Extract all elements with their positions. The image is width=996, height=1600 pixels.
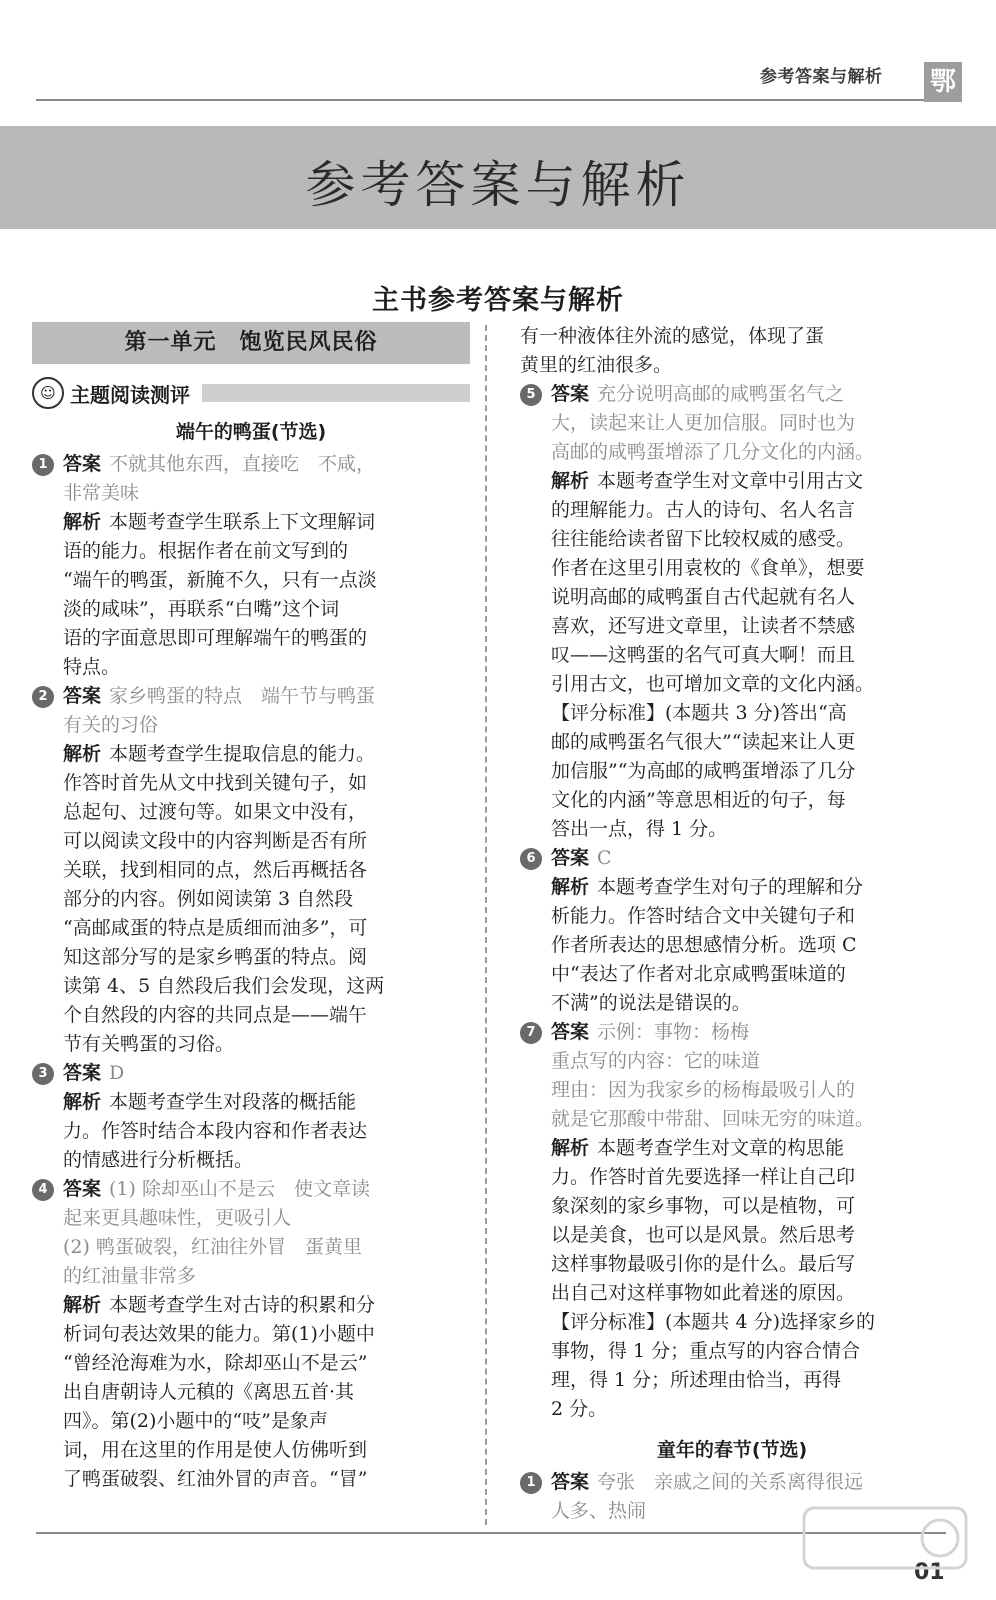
analysis-text: 中“表达了作者对北京咸鸭蛋味道的 — [551, 963, 846, 985]
analysis-text: 以是美食，也可以是风景。然后思考 — [551, 1224, 856, 1246]
analysis-label: 解析 — [551, 470, 590, 492]
answer-text: 家乡鸭蛋的特点 端午节与鸭蛋 — [109, 685, 376, 707]
answer-label: 答案 — [63, 1178, 102, 1200]
analysis-text: 的理解能力。古人的诗句、名人名言 — [551, 499, 856, 521]
answer-label: 答案 — [551, 1471, 590, 1493]
page-title: 参考答案与解析 — [305, 156, 691, 214]
analysis-text: “端午的鸭蛋，新腌不久，只有一点淡 — [63, 569, 377, 591]
answer-text: C — [597, 847, 612, 869]
analysis-text: 的情感进行分析概括。 — [63, 1149, 254, 1171]
analysis-text: 了鸭蛋破裂、红油外冒的声音。“冒” — [63, 1468, 368, 1490]
analysis-text: 本题考查学生对句子的理解和分 — [597, 876, 864, 898]
section-bar — [202, 384, 470, 402]
question-number: 5 — [520, 384, 542, 406]
analysis-text: 本题考查学生对古诗的积累和分 — [109, 1294, 376, 1316]
scoring-text: 2 分。 — [551, 1398, 608, 1420]
question-number: 6 — [520, 848, 542, 870]
reader-icon: ☺ — [32, 377, 64, 409]
answer-label: 答案 — [63, 453, 102, 475]
question-item — [520, 1018, 944, 1424]
analysis-text: 本题考查学生对文章中引用古文 — [597, 470, 864, 492]
scoring-text: 文化的内涵”等意思相近的句子，每 — [551, 789, 846, 811]
analysis-text: 语的字面意思即可理解端午的鸭蛋的 — [63, 627, 368, 649]
scoring-text: 【评分标准】(本题共 3 分)答出“高 — [551, 702, 847, 724]
analysis-text: 喜欢，还写进文章里，让读者不禁感 — [551, 615, 856, 637]
page-number: 01 — [914, 1560, 945, 1585]
scoring-text: 答出一点，得 1 分。 — [551, 818, 728, 840]
scoring-text: 【评分标准】(本题共 4 分)选择家乡的 — [551, 1311, 875, 1333]
left-column — [32, 322, 470, 1494]
analysis-text: 四》。第(2)小题中的“吱”是象声 — [63, 1410, 328, 1432]
question-number: 7 — [520, 1022, 542, 1044]
question-number: 4 — [32, 1179, 54, 1201]
corner-mark: 鄂 — [924, 62, 962, 102]
analysis-text: 析能力。作答时结合文中关键句子和 — [551, 905, 856, 927]
answer-text: 不就其他东西，直接吃 不咸， — [109, 453, 376, 475]
answer-text: 人多、热闹 — [551, 1500, 647, 1522]
analysis-text: 力。作答时结合本段内容和作者表达 — [63, 1120, 368, 1142]
unit-heading: 第一单元 饱览民风民俗 — [32, 322, 470, 364]
scoring-text: 加信服”“为高邮的咸鸭蛋增添了几分 — [551, 760, 856, 782]
analysis-text: 本题考查学生提取信息的能力。 — [109, 743, 376, 765]
analysis-text: 象深刻的家乡事物，可以是植物，可 — [551, 1195, 856, 1217]
answer-text: 夸张 亲戚之间的关系离得很远 — [597, 1471, 864, 1493]
column-divider — [485, 325, 487, 1525]
analysis-text: 黄里的红油很多。 — [520, 354, 673, 376]
analysis-text: 可以阅读文段中的内容判断是否有所 — [63, 830, 368, 852]
answer-text: (2) 鸭蛋破裂，红油往外冒 蛋黄里 — [63, 1236, 362, 1258]
question-item — [520, 844, 944, 1018]
analysis-label: 解析 — [63, 1294, 102, 1316]
answer-label: 答案 — [551, 1021, 590, 1043]
analysis-text: 语的能力。根据作者在前文写到的 — [63, 540, 349, 562]
analysis-text: 部分的内容。例如阅读第 3 自然段 — [63, 888, 354, 910]
answer-text: 非常美味 — [63, 482, 140, 504]
right-column — [520, 322, 944, 1526]
question-number: 1 — [32, 454, 54, 476]
answer-text: 就是它那酸中带甜、回味无穷的味道。 — [551, 1108, 875, 1130]
answer-text: (1) 除却巫山不是云 使文章读 — [109, 1178, 370, 1200]
analysis-text: 本题考查学生联系上下文理解词 — [109, 511, 376, 533]
answer-text: 充分说明高邮的咸鸭蛋名气之 — [597, 383, 845, 405]
analysis-label: 解析 — [551, 876, 590, 898]
analysis-text: 本题考查学生对文章的构思能 — [597, 1137, 845, 1159]
analysis-text: 不满”的说法是错误的。 — [551, 992, 751, 1014]
analysis-text: 个自然段的内容的共同点是——端午 — [63, 1004, 368, 1026]
analysis-text: 淡的咸味”，再联系“白嘴”这个词 — [63, 598, 340, 620]
question-item — [32, 682, 470, 1059]
analysis-text: 特点。 — [63, 656, 121, 678]
analysis-text: 力。作答时首先要选择一样让自己印 — [551, 1166, 856, 1188]
analysis-text: 引用古文，也可增加文章的文化内涵。 — [551, 673, 875, 695]
analysis-text: 知这部分写的是家乡鸭蛋的特点。阅 — [63, 946, 368, 968]
analysis-text: 总起句、过渡句等。如果文中没有， — [63, 801, 368, 823]
analysis-text: 本题考查学生对段落的概括能 — [109, 1091, 357, 1113]
analysis-text: “曾经沧海难为水，除却巫山不是云” — [63, 1352, 368, 1374]
analysis-label: 解析 — [63, 743, 102, 765]
header-rule — [36, 99, 924, 101]
answer-text: 的红油量非常多 — [63, 1265, 197, 1287]
analysis-text: 节有关鸭蛋的习俗。 — [63, 1033, 235, 1055]
running-title: 参考答案与解析 — [760, 67, 883, 87]
article-title: 童年的春节(节选) — [656, 1439, 808, 1461]
answer-text: D — [109, 1062, 125, 1084]
scoring-text: 理，得 1 分；所述理由恰当，再得 — [551, 1369, 842, 1391]
analysis-text: “高邮咸蛋的特点是质细而油多”，可 — [63, 917, 368, 939]
analysis-text: 出自唐朝诗人元稹的《离思五首·其 — [63, 1381, 355, 1403]
answer-text: 示例：事物：杨梅 — [597, 1021, 750, 1043]
answer-label: 答案 — [63, 1062, 102, 1084]
analysis-label: 解析 — [63, 511, 102, 533]
watermark-icon — [800, 1500, 970, 1590]
answer-text: 理由：因为我家乡的杨梅最吸引人的 — [551, 1079, 856, 1101]
analysis-text: 读第 4、5 自然段后我们会发现，这两 — [63, 975, 385, 997]
analysis-text: 词，用在这里的作用是使人仿佛听到 — [63, 1439, 368, 1461]
answer-text: 大，读起来让人更加信服。同时也为 — [551, 412, 856, 434]
analysis-text: 作答时首先从文中找到关键句子，如 — [63, 772, 368, 794]
section-label: 主题阅读测评 — [70, 382, 190, 407]
scoring-text: 邮的咸鸭蛋名气很大”“读起来让人更 — [551, 731, 856, 753]
question-item — [520, 380, 944, 844]
question-number: 3 — [32, 1063, 54, 1085]
analysis-text: 往往能给读者留下比较权威的感受。 — [551, 528, 856, 550]
answer-text: 有关的习俗 — [63, 714, 159, 736]
page-subtitle: 主书参考答案与解析 — [372, 285, 624, 316]
answer-text: 起来更具趣味性，更吸引人 — [63, 1207, 292, 1229]
analysis-label: 解析 — [63, 1091, 102, 1113]
answer-text: 重点写的内容：它的味道 — [551, 1050, 761, 1072]
question-number: 1 — [520, 1472, 542, 1494]
analysis-text: 析词句表达效果的能力。第(1)小题中 — [63, 1323, 375, 1345]
analysis-text: 有一种液体往外流的感觉，体现了蛋 — [520, 325, 825, 347]
answer-label: 答案 — [551, 383, 590, 405]
analysis-text: 这样事物最吸引你的是什么。最后写 — [551, 1253, 856, 1275]
analysis-text: 叹——这鸭蛋的名气可真大啊！而且 — [551, 644, 856, 666]
answer-text: 高邮的咸鸭蛋增添了几分文化的内涵。 — [551, 441, 875, 463]
scoring-text: 事物，得 1 分；重点写的内容合情合 — [551, 1340, 861, 1362]
analysis-label: 解析 — [551, 1137, 590, 1159]
question-item — [32, 1059, 470, 1175]
section-heading — [32, 374, 470, 412]
analysis-text: 出自己对这样事物如此着迷的原因。 — [551, 1282, 856, 1304]
question-item — [32, 450, 470, 682]
analysis-text: 关联，找到相同的点，然后再概括各 — [63, 859, 368, 881]
article-title: 端午的鸭蛋(节选) — [175, 421, 327, 443]
question-item — [32, 1175, 470, 1494]
answer-label: 答案 — [63, 685, 102, 707]
question-number: 2 — [32, 686, 54, 708]
answer-label: 答案 — [551, 847, 590, 869]
analysis-text: 作者在这里引用袁枚的《食单》，想要 — [551, 557, 865, 579]
analysis-text: 说明高邮的咸鸭蛋自古代起就有名人 — [551, 586, 856, 608]
analysis-text: 作者所表达的思想感情分析。选项 C — [551, 934, 857, 956]
